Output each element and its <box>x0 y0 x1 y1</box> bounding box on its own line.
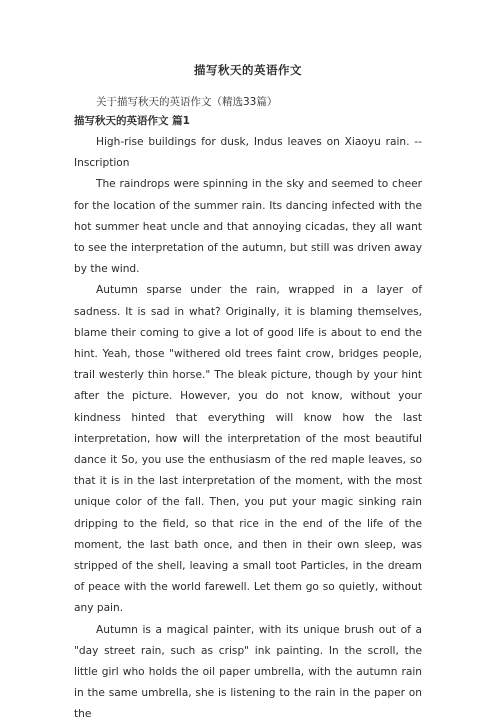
paragraph: The raindrops were spinning in the sky and seemed to cheer for the location of the summer rain. Its dancing infected with the hot summer heat uncle and that annoying cicadas, they all want to see the interpretation of the autumn, but still was driven away by the wind. <box>74 178 422 276</box>
paragraph: Autumn is a magical painter, with its unique brush out of a "day street rain, such as crisp" ink painting. In the scroll, the little girl who holds the oil paper umbrella, with the autumn rain in the same umbrella, she is listening to the rain in the paper on the <box>74 623 422 721</box>
paragraph: High-rise buildings for dusk, Indus leaves on Xiaoyu rain. -- Inscription <box>74 136 422 170</box>
paragraph: Autumn sparse under the rain, wrapped in a layer of sadness. It is sad in what? Originally, it is blaming themselves, blame their coming to give a lot of good life is about to end the hint. Yeah, those "withered old trees faint crow, bridges people, trail westerly thin horse." The bleak picture, though by your hint after the picture. However, you do not know, without your kindness hinted that everything will know how the last interpretation, how will the interpretation of the most beautiful dance it So, you use the enthusiasm of the red maple leaves, so that it is in the last interpretation of the moment, with the most unique color of the fall. Then, you put your magic sinking rain dripping to the field, so that rice in the end of the life of the moment, the last bath once, and then in their own sleep, was stripped of the shell, leaving a small toot Particles, in the dream of peace with the world farewell. Let them go so quietly, without any pain. <box>74 284 422 615</box>
document-title: 描写秋天的英语作文 <box>194 63 302 77</box>
document-subtitle: 关于描写秋天的英语作文（精选33篇） <box>96 96 278 108</box>
section-heading: 描写秋天的英语作文 篇1 <box>74 115 190 127</box>
